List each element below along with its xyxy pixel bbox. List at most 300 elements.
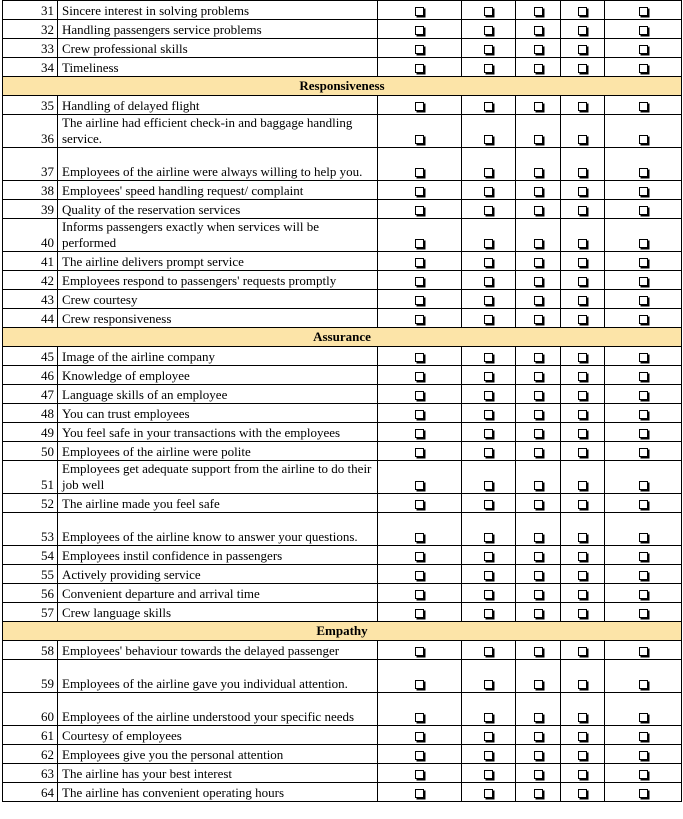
rating-cell[interactable]: [516, 693, 561, 726]
checkbox-icon[interactable]: [484, 590, 493, 599]
rating-cell[interactable]: [462, 442, 516, 461]
checkbox-icon[interactable]: [639, 481, 648, 490]
rating-cell[interactable]: [605, 783, 682, 802]
checkbox-icon[interactable]: [639, 45, 648, 54]
rating-cell[interactable]: [462, 494, 516, 513]
rating-cell[interactable]: [462, 309, 516, 328]
checkbox-icon[interactable]: [415, 277, 424, 286]
rating-cell[interactable]: [561, 181, 605, 200]
rating-cell[interactable]: [561, 546, 605, 565]
rating-cell[interactable]: [378, 219, 462, 252]
checkbox-icon[interactable]: [578, 713, 587, 722]
rating-cell[interactable]: [561, 219, 605, 252]
rating-cell[interactable]: [561, 764, 605, 783]
rating-cell[interactable]: [605, 20, 682, 39]
checkbox-icon[interactable]: [415, 372, 424, 381]
rating-cell[interactable]: [378, 347, 462, 366]
rating-cell[interactable]: [378, 546, 462, 565]
rating-cell[interactable]: [561, 783, 605, 802]
rating-cell[interactable]: [605, 726, 682, 745]
checkbox-icon[interactable]: [484, 647, 493, 656]
checkbox-icon[interactable]: [484, 135, 493, 144]
rating-cell[interactable]: [462, 58, 516, 77]
rating-cell[interactable]: [605, 423, 682, 442]
rating-cell[interactable]: [561, 347, 605, 366]
checkbox-icon[interactable]: [484, 533, 493, 542]
rating-cell[interactable]: [561, 513, 605, 546]
checkbox-icon[interactable]: [639, 552, 648, 561]
rating-cell[interactable]: [378, 1, 462, 20]
rating-cell[interactable]: [561, 1, 605, 20]
checkbox-icon[interactable]: [415, 410, 424, 419]
rating-cell[interactable]: [516, 494, 561, 513]
rating-cell[interactable]: [462, 565, 516, 584]
rating-cell[interactable]: [605, 404, 682, 423]
rating-cell[interactable]: [561, 385, 605, 404]
checkbox-icon[interactable]: [484, 552, 493, 561]
checkbox-icon[interactable]: [484, 770, 493, 779]
rating-cell[interactable]: [462, 200, 516, 219]
rating-cell[interactable]: [462, 783, 516, 802]
rating-cell[interactable]: [378, 309, 462, 328]
rating-cell[interactable]: [605, 309, 682, 328]
checkbox-icon[interactable]: [415, 732, 424, 741]
rating-cell[interactable]: [605, 115, 682, 148]
rating-cell[interactable]: [605, 603, 682, 622]
rating-cell[interactable]: [605, 584, 682, 603]
checkbox-icon[interactable]: [534, 429, 543, 438]
rating-cell[interactable]: [561, 641, 605, 660]
rating-cell[interactable]: [462, 404, 516, 423]
rating-cell[interactable]: [462, 641, 516, 660]
checkbox-icon[interactable]: [484, 429, 493, 438]
rating-cell[interactable]: [516, 115, 561, 148]
checkbox-icon[interactable]: [578, 647, 587, 656]
checkbox-icon[interactable]: [415, 552, 424, 561]
rating-cell[interactable]: [516, 660, 561, 693]
rating-cell[interactable]: [561, 309, 605, 328]
checkbox-icon[interactable]: [484, 102, 493, 111]
checkbox-icon[interactable]: [578, 239, 587, 248]
checkbox-icon[interactable]: [415, 713, 424, 722]
rating-cell[interactable]: [378, 252, 462, 271]
rating-cell[interactable]: [605, 494, 682, 513]
checkbox-icon[interactable]: [639, 609, 648, 618]
checkbox-icon[interactable]: [415, 102, 424, 111]
checkbox-icon[interactable]: [534, 187, 543, 196]
rating-cell[interactable]: [462, 745, 516, 764]
checkbox-icon[interactable]: [578, 258, 587, 267]
rating-cell[interactable]: [462, 726, 516, 745]
checkbox-icon[interactable]: [534, 277, 543, 286]
rating-cell[interactable]: [605, 565, 682, 584]
checkbox-icon[interactable]: [534, 647, 543, 656]
rating-cell[interactable]: [561, 366, 605, 385]
rating-cell[interactable]: [462, 219, 516, 252]
rating-cell[interactable]: [378, 404, 462, 423]
checkbox-icon[interactable]: [639, 296, 648, 305]
checkbox-icon[interactable]: [534, 481, 543, 490]
rating-cell[interactable]: [516, 584, 561, 603]
rating-cell[interactable]: [605, 271, 682, 290]
checkbox-icon[interactable]: [484, 7, 493, 16]
rating-cell[interactable]: [378, 290, 462, 309]
rating-cell[interactable]: [462, 252, 516, 271]
checkbox-icon[interactable]: [639, 500, 648, 509]
checkbox-icon[interactable]: [415, 7, 424, 16]
checkbox-icon[interactable]: [484, 206, 493, 215]
rating-cell[interactable]: [605, 366, 682, 385]
checkbox-icon[interactable]: [415, 258, 424, 267]
rating-cell[interactable]: [561, 58, 605, 77]
rating-cell[interactable]: [378, 494, 462, 513]
checkbox-icon[interactable]: [415, 590, 424, 599]
rating-cell[interactable]: [605, 219, 682, 252]
rating-cell[interactable]: [605, 39, 682, 58]
rating-cell[interactable]: [561, 404, 605, 423]
rating-cell[interactable]: [378, 385, 462, 404]
rating-cell[interactable]: [516, 252, 561, 271]
checkbox-icon[interactable]: [484, 713, 493, 722]
checkbox-icon[interactable]: [484, 64, 493, 73]
checkbox-icon[interactable]: [534, 296, 543, 305]
rating-cell[interactable]: [516, 546, 561, 565]
rating-cell[interactable]: [462, 693, 516, 726]
checkbox-icon[interactable]: [639, 680, 648, 689]
checkbox-icon[interactable]: [578, 353, 587, 362]
rating-cell[interactable]: [516, 366, 561, 385]
rating-cell[interactable]: [516, 309, 561, 328]
rating-cell[interactable]: [605, 148, 682, 181]
checkbox-icon[interactable]: [639, 277, 648, 286]
checkbox-icon[interactable]: [639, 102, 648, 111]
checkbox-icon[interactable]: [639, 647, 648, 656]
checkbox-icon[interactable]: [578, 26, 587, 35]
rating-cell[interactable]: [561, 20, 605, 39]
rating-cell[interactable]: [378, 726, 462, 745]
checkbox-icon[interactable]: [639, 770, 648, 779]
checkbox-icon[interactable]: [639, 353, 648, 362]
rating-cell[interactable]: [462, 546, 516, 565]
checkbox-icon[interactable]: [484, 296, 493, 305]
checkbox-icon[interactable]: [534, 410, 543, 419]
rating-cell[interactable]: [561, 603, 605, 622]
rating-cell[interactable]: [516, 148, 561, 181]
checkbox-icon[interactable]: [415, 391, 424, 400]
rating-cell[interactable]: [378, 461, 462, 494]
rating-cell[interactable]: [516, 385, 561, 404]
rating-cell[interactable]: [561, 148, 605, 181]
checkbox-icon[interactable]: [578, 789, 587, 798]
checkbox-icon[interactable]: [484, 277, 493, 286]
checkbox-icon[interactable]: [578, 391, 587, 400]
rating-cell[interactable]: [378, 584, 462, 603]
checkbox-icon[interactable]: [484, 258, 493, 267]
rating-cell[interactable]: [516, 565, 561, 584]
checkbox-icon[interactable]: [534, 609, 543, 618]
checkbox-icon[interactable]: [534, 135, 543, 144]
checkbox-icon[interactable]: [415, 571, 424, 580]
checkbox-icon[interactable]: [639, 571, 648, 580]
checkbox-icon[interactable]: [639, 391, 648, 400]
checkbox-icon[interactable]: [639, 258, 648, 267]
checkbox-icon[interactable]: [578, 135, 587, 144]
checkbox-icon[interactable]: [534, 45, 543, 54]
checkbox-icon[interactable]: [534, 102, 543, 111]
checkbox-icon[interactable]: [534, 571, 543, 580]
rating-cell[interactable]: [605, 764, 682, 783]
rating-cell[interactable]: [561, 271, 605, 290]
rating-cell[interactable]: [561, 290, 605, 309]
checkbox-icon[interactable]: [578, 64, 587, 73]
rating-cell[interactable]: [462, 764, 516, 783]
checkbox-icon[interactable]: [534, 391, 543, 400]
checkbox-icon[interactable]: [415, 770, 424, 779]
checkbox-icon[interactable]: [484, 391, 493, 400]
checkbox-icon[interactable]: [639, 732, 648, 741]
rating-cell[interactable]: [605, 546, 682, 565]
checkbox-icon[interactable]: [415, 680, 424, 689]
rating-cell[interactable]: [516, 764, 561, 783]
checkbox-icon[interactable]: [639, 187, 648, 196]
checkbox-icon[interactable]: [534, 26, 543, 35]
rating-cell[interactable]: [516, 271, 561, 290]
checkbox-icon[interactable]: [578, 770, 587, 779]
rating-cell[interactable]: [462, 1, 516, 20]
rating-cell[interactable]: [605, 693, 682, 726]
checkbox-icon[interactable]: [484, 410, 493, 419]
checkbox-icon[interactable]: [415, 751, 424, 760]
checkbox-icon[interactable]: [639, 315, 648, 324]
checkbox-icon[interactable]: [578, 481, 587, 490]
checkbox-icon[interactable]: [415, 206, 424, 215]
checkbox-icon[interactable]: [534, 590, 543, 599]
checkbox-icon[interactable]: [415, 296, 424, 305]
checkbox-icon[interactable]: [534, 533, 543, 542]
checkbox-icon[interactable]: [534, 64, 543, 73]
rating-cell[interactable]: [561, 115, 605, 148]
checkbox-icon[interactable]: [484, 500, 493, 509]
checkbox-icon[interactable]: [534, 552, 543, 561]
checkbox-icon[interactable]: [578, 751, 587, 760]
rating-cell[interactable]: [378, 96, 462, 115]
rating-cell[interactable]: [462, 513, 516, 546]
rating-cell[interactable]: [561, 494, 605, 513]
rating-cell[interactable]: [605, 1, 682, 20]
checkbox-icon[interactable]: [639, 533, 648, 542]
rating-cell[interactable]: [605, 385, 682, 404]
checkbox-icon[interactable]: [578, 168, 587, 177]
checkbox-icon[interactable]: [415, 481, 424, 490]
rating-cell[interactable]: [516, 58, 561, 77]
rating-cell[interactable]: [378, 115, 462, 148]
checkbox-icon[interactable]: [415, 533, 424, 542]
rating-cell[interactable]: [462, 584, 516, 603]
rating-cell[interactable]: [378, 603, 462, 622]
rating-cell[interactable]: [462, 366, 516, 385]
checkbox-icon[interactable]: [578, 410, 587, 419]
checkbox-icon[interactable]: [484, 609, 493, 618]
checkbox-icon[interactable]: [415, 45, 424, 54]
rating-cell[interactable]: [378, 58, 462, 77]
checkbox-icon[interactable]: [534, 770, 543, 779]
checkbox-icon[interactable]: [578, 552, 587, 561]
rating-cell[interactable]: [516, 513, 561, 546]
checkbox-icon[interactable]: [415, 135, 424, 144]
checkbox-icon[interactable]: [415, 187, 424, 196]
rating-cell[interactable]: [561, 461, 605, 494]
checkbox-icon[interactable]: [534, 353, 543, 362]
checkbox-icon[interactable]: [484, 789, 493, 798]
rating-cell[interactable]: [378, 783, 462, 802]
checkbox-icon[interactable]: [578, 372, 587, 381]
rating-cell[interactable]: [516, 96, 561, 115]
rating-cell[interactable]: [561, 584, 605, 603]
checkbox-icon[interactable]: [534, 168, 543, 177]
checkbox-icon[interactable]: [415, 26, 424, 35]
checkbox-icon[interactable]: [639, 64, 648, 73]
rating-cell[interactable]: [378, 181, 462, 200]
checkbox-icon[interactable]: [578, 448, 587, 457]
checkbox-icon[interactable]: [484, 571, 493, 580]
checkbox-icon[interactable]: [578, 187, 587, 196]
checkbox-icon[interactable]: [578, 277, 587, 286]
rating-cell[interactable]: [516, 347, 561, 366]
rating-cell[interactable]: [462, 660, 516, 693]
rating-cell[interactable]: [561, 660, 605, 693]
rating-cell[interactable]: [561, 252, 605, 271]
rating-cell[interactable]: [516, 39, 561, 58]
rating-cell[interactable]: [516, 461, 561, 494]
checkbox-icon[interactable]: [534, 258, 543, 267]
rating-cell[interactable]: [605, 641, 682, 660]
checkbox-icon[interactable]: [639, 239, 648, 248]
rating-cell[interactable]: [605, 513, 682, 546]
rating-cell[interactable]: [378, 271, 462, 290]
rating-cell[interactable]: [462, 423, 516, 442]
rating-cell[interactable]: [561, 693, 605, 726]
rating-cell[interactable]: [378, 442, 462, 461]
checkbox-icon[interactable]: [639, 7, 648, 16]
checkbox-icon[interactable]: [415, 353, 424, 362]
checkbox-icon[interactable]: [639, 448, 648, 457]
checkbox-icon[interactable]: [578, 429, 587, 438]
rating-cell[interactable]: [516, 181, 561, 200]
rating-cell[interactable]: [605, 347, 682, 366]
checkbox-icon[interactable]: [484, 239, 493, 248]
rating-cell[interactable]: [516, 200, 561, 219]
rating-cell[interactable]: [516, 423, 561, 442]
checkbox-icon[interactable]: [534, 751, 543, 760]
rating-cell[interactable]: [561, 200, 605, 219]
rating-cell[interactable]: [561, 39, 605, 58]
checkbox-icon[interactable]: [578, 45, 587, 54]
checkbox-icon[interactable]: [534, 372, 543, 381]
checkbox-icon[interactable]: [578, 315, 587, 324]
checkbox-icon[interactable]: [578, 206, 587, 215]
checkbox-icon[interactable]: [415, 168, 424, 177]
rating-cell[interactable]: [378, 693, 462, 726]
checkbox-icon[interactable]: [484, 732, 493, 741]
checkbox-icon[interactable]: [639, 713, 648, 722]
rating-cell[interactable]: [462, 96, 516, 115]
checkbox-icon[interactable]: [578, 590, 587, 599]
checkbox-icon[interactable]: [415, 609, 424, 618]
checkbox-icon[interactable]: [578, 500, 587, 509]
checkbox-icon[interactable]: [415, 647, 424, 656]
checkbox-icon[interactable]: [484, 353, 493, 362]
rating-cell[interactable]: [516, 1, 561, 20]
checkbox-icon[interactable]: [534, 732, 543, 741]
rating-cell[interactable]: [378, 565, 462, 584]
checkbox-icon[interactable]: [415, 429, 424, 438]
checkbox-icon[interactable]: [415, 500, 424, 509]
checkbox-icon[interactable]: [639, 372, 648, 381]
rating-cell[interactable]: [516, 745, 561, 764]
rating-cell[interactable]: [605, 58, 682, 77]
rating-cell[interactable]: [561, 96, 605, 115]
rating-cell[interactable]: [462, 603, 516, 622]
checkbox-icon[interactable]: [484, 481, 493, 490]
checkbox-icon[interactable]: [639, 206, 648, 215]
rating-cell[interactable]: [462, 148, 516, 181]
checkbox-icon[interactable]: [578, 102, 587, 111]
checkbox-icon[interactable]: [534, 239, 543, 248]
checkbox-icon[interactable]: [534, 7, 543, 16]
checkbox-icon[interactable]: [415, 64, 424, 73]
checkbox-icon[interactable]: [639, 410, 648, 419]
checkbox-icon[interactable]: [484, 372, 493, 381]
checkbox-icon[interactable]: [415, 448, 424, 457]
rating-cell[interactable]: [378, 764, 462, 783]
checkbox-icon[interactable]: [415, 789, 424, 798]
checkbox-icon[interactable]: [578, 296, 587, 305]
rating-cell[interactable]: [462, 115, 516, 148]
checkbox-icon[interactable]: [415, 239, 424, 248]
rating-cell[interactable]: [605, 442, 682, 461]
rating-cell[interactable]: [378, 660, 462, 693]
checkbox-icon[interactable]: [639, 789, 648, 798]
rating-cell[interactable]: [462, 39, 516, 58]
rating-cell[interactable]: [605, 461, 682, 494]
rating-cell[interactable]: [561, 423, 605, 442]
rating-cell[interactable]: [561, 745, 605, 764]
rating-cell[interactable]: [605, 200, 682, 219]
checkbox-icon[interactable]: [578, 571, 587, 580]
rating-cell[interactable]: [605, 290, 682, 309]
rating-cell[interactable]: [462, 290, 516, 309]
checkbox-icon[interactable]: [578, 680, 587, 689]
rating-cell[interactable]: [462, 385, 516, 404]
checkbox-icon[interactable]: [484, 26, 493, 35]
checkbox-icon[interactable]: [639, 26, 648, 35]
checkbox-icon[interactable]: [484, 187, 493, 196]
rating-cell[interactable]: [605, 252, 682, 271]
rating-cell[interactable]: [605, 745, 682, 764]
rating-cell[interactable]: [378, 513, 462, 546]
rating-cell[interactable]: [605, 181, 682, 200]
rating-cell[interactable]: [516, 726, 561, 745]
checkbox-icon[interactable]: [484, 448, 493, 457]
checkbox-icon[interactable]: [639, 751, 648, 760]
checkbox-icon[interactable]: [534, 448, 543, 457]
checkbox-icon[interactable]: [639, 429, 648, 438]
rating-cell[interactable]: [561, 442, 605, 461]
checkbox-icon[interactable]: [578, 7, 587, 16]
rating-cell[interactable]: [462, 20, 516, 39]
rating-cell[interactable]: [516, 442, 561, 461]
checkbox-icon[interactable]: [639, 168, 648, 177]
